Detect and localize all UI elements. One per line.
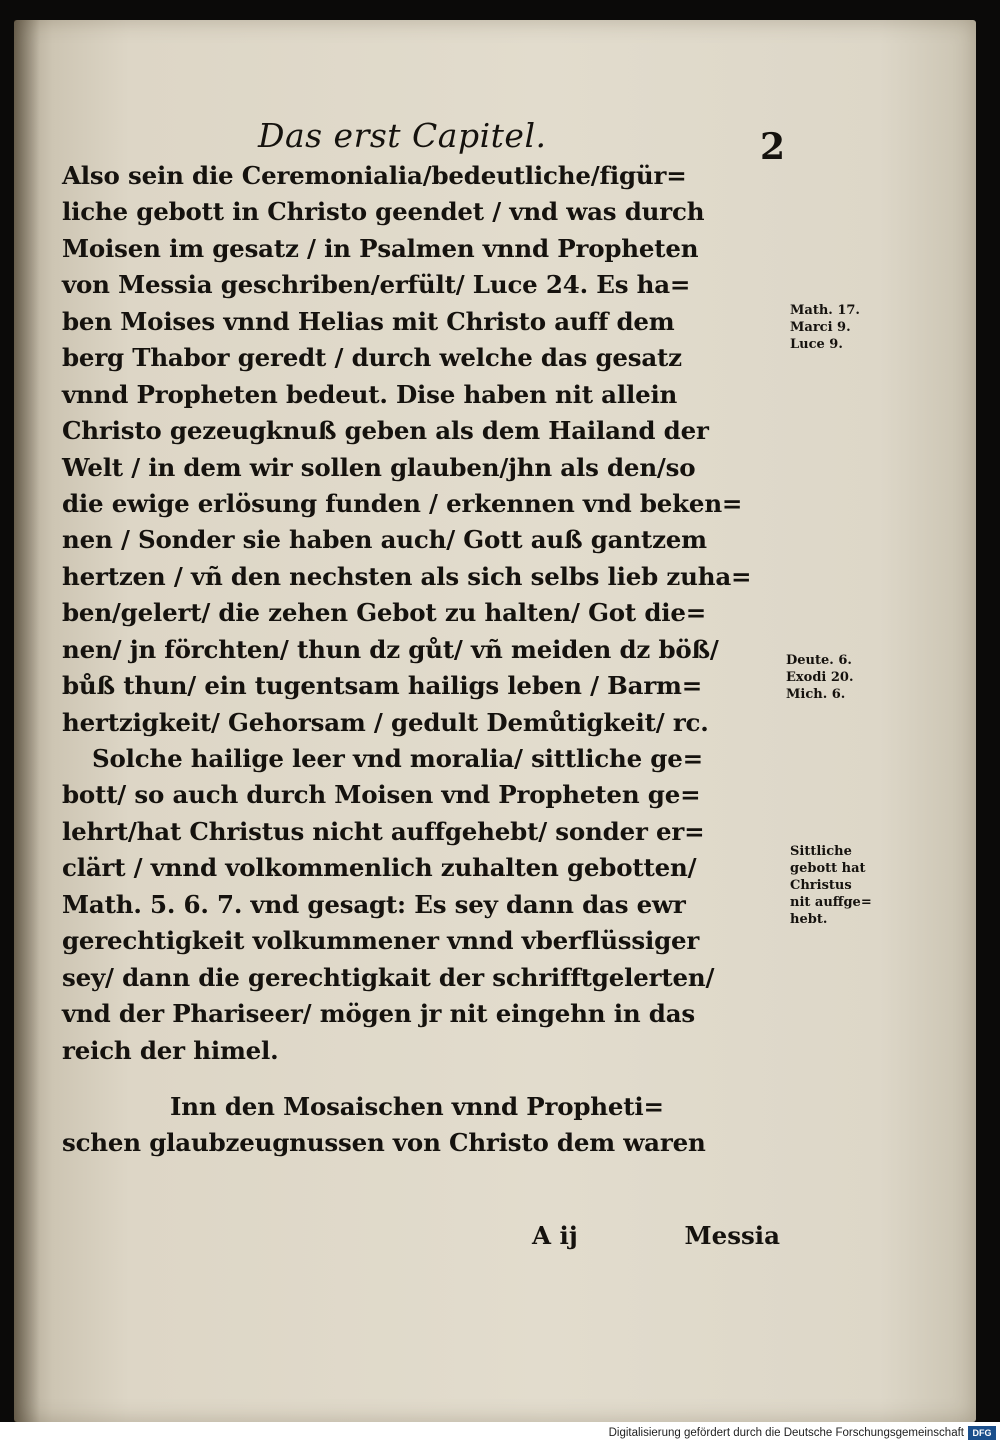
text-line: bůß thun/ ein tugentsam hailigs leben / Barm= xyxy=(62,671,703,701)
funding-credit: Digitalisierung gefördert durch die Deutsche Forschungsgemeinschaft xyxy=(608,1427,964,1439)
marginal-note-line: Mich. 6. xyxy=(786,687,846,702)
catchword: Messia xyxy=(684,1221,780,1250)
text-line: Inn den Mosaischen vnnd Propheti= xyxy=(170,1091,664,1121)
text-line: hertzigkeit/ Gehorsam / gedult Demůtigkeit/ rc. xyxy=(62,707,709,737)
text-line: liche gebott in Christo geendet / vnd was durch xyxy=(62,197,705,227)
marginal-note-line: Deute. 6. xyxy=(786,653,852,668)
text-line: ben/gelert/ die zehen Gebot zu halten/ Got die= xyxy=(62,598,707,628)
text-line: hertzen / vñ den nechsten als sich selbs lieb zuha= xyxy=(62,561,752,591)
text-line: von Messia geschriben/erfült/ Luce 24. Es ha= xyxy=(62,270,691,300)
marginal-note-line: Marci 9. xyxy=(790,320,851,335)
running-header: Das erst Capitel. xyxy=(258,116,547,155)
text-line: die ewige erlösung funden / erkennen vnd beken= xyxy=(62,488,743,518)
marginal-note xyxy=(790,843,872,928)
text-line: vnnd Propheten bedeut. Dise haben nit allein xyxy=(62,379,678,409)
text-line: vnd der Phariseer/ mögen jr nit eingehn in das xyxy=(62,999,695,1029)
marginal-note xyxy=(790,302,860,353)
paragraph-gap xyxy=(62,1069,792,1089)
marginal-note-line: Christus xyxy=(790,878,852,893)
text-line: schen glaubzeugnussen von Christo dem waren xyxy=(62,1128,706,1158)
text-line: Also sein die Ceremonialia/bedeutliche/figür= xyxy=(62,161,687,190)
text-line: nen / Sonder sie haben auch/ Gott auß gantzem xyxy=(62,525,707,555)
text-line: clärt / vnnd volkommenlich zuhalten gebotten/ xyxy=(62,853,697,883)
marginal-note xyxy=(786,652,854,703)
catch-line xyxy=(62,1218,792,1254)
text-line: nen/ jn förchten/ thun dz gůt/ vñ meiden dz böß/ xyxy=(62,634,719,664)
text-line: Solche hailige leer vnd moralia/ sittliche ge= xyxy=(92,744,703,773)
marginal-note-line: nit auffge= xyxy=(790,895,872,910)
text-line: ben Moises vnnd Helias mit Christo auff dem xyxy=(62,306,675,336)
marginal-note-line: Math. 17. xyxy=(790,303,860,318)
text-line: Welt / in dem wir sollen glauben/jhn als den/so xyxy=(62,452,696,482)
text-line: gerechtigkeit volkummener vnnd vberflüssiger xyxy=(62,926,700,956)
text-line: lehrt/hat Christus nicht auffgehebt/ sonder er= xyxy=(62,816,705,846)
marginal-note-line: Sittliche xyxy=(790,844,852,859)
dfg-logo: DFG xyxy=(968,1426,996,1440)
text-line: bott/ so auch durch Moisen vnd Propheten ge= xyxy=(62,780,701,810)
text-line: sey/ dann die gerechtigkait der schrifftgelerten/ xyxy=(62,962,715,992)
footer-bar xyxy=(0,1422,1000,1444)
page-number: 2 xyxy=(760,126,786,168)
marginal-note-line: hebt. xyxy=(790,912,828,927)
text-line: berg Thabor geredt / durch welche das gesatz xyxy=(62,343,682,373)
marginal-note-line: Exodi 20. xyxy=(786,670,854,685)
signature-mark: A ij xyxy=(532,1221,578,1250)
text-line: Christo gezeugknuß geben als dem Hailand der xyxy=(62,416,709,446)
marginal-note-line: Luce 9. xyxy=(790,337,843,352)
text-line: Math. 5. 6. 7. vnd gesagt: Es sey dann das ewr xyxy=(62,889,686,919)
text-line: reich der himel. xyxy=(62,1035,279,1065)
main-text-block xyxy=(62,158,792,1162)
marginal-note-line: gebott hat xyxy=(790,861,866,876)
text-line: Moisen im gesatz / in Psalmen vnnd Propheten xyxy=(62,233,699,263)
